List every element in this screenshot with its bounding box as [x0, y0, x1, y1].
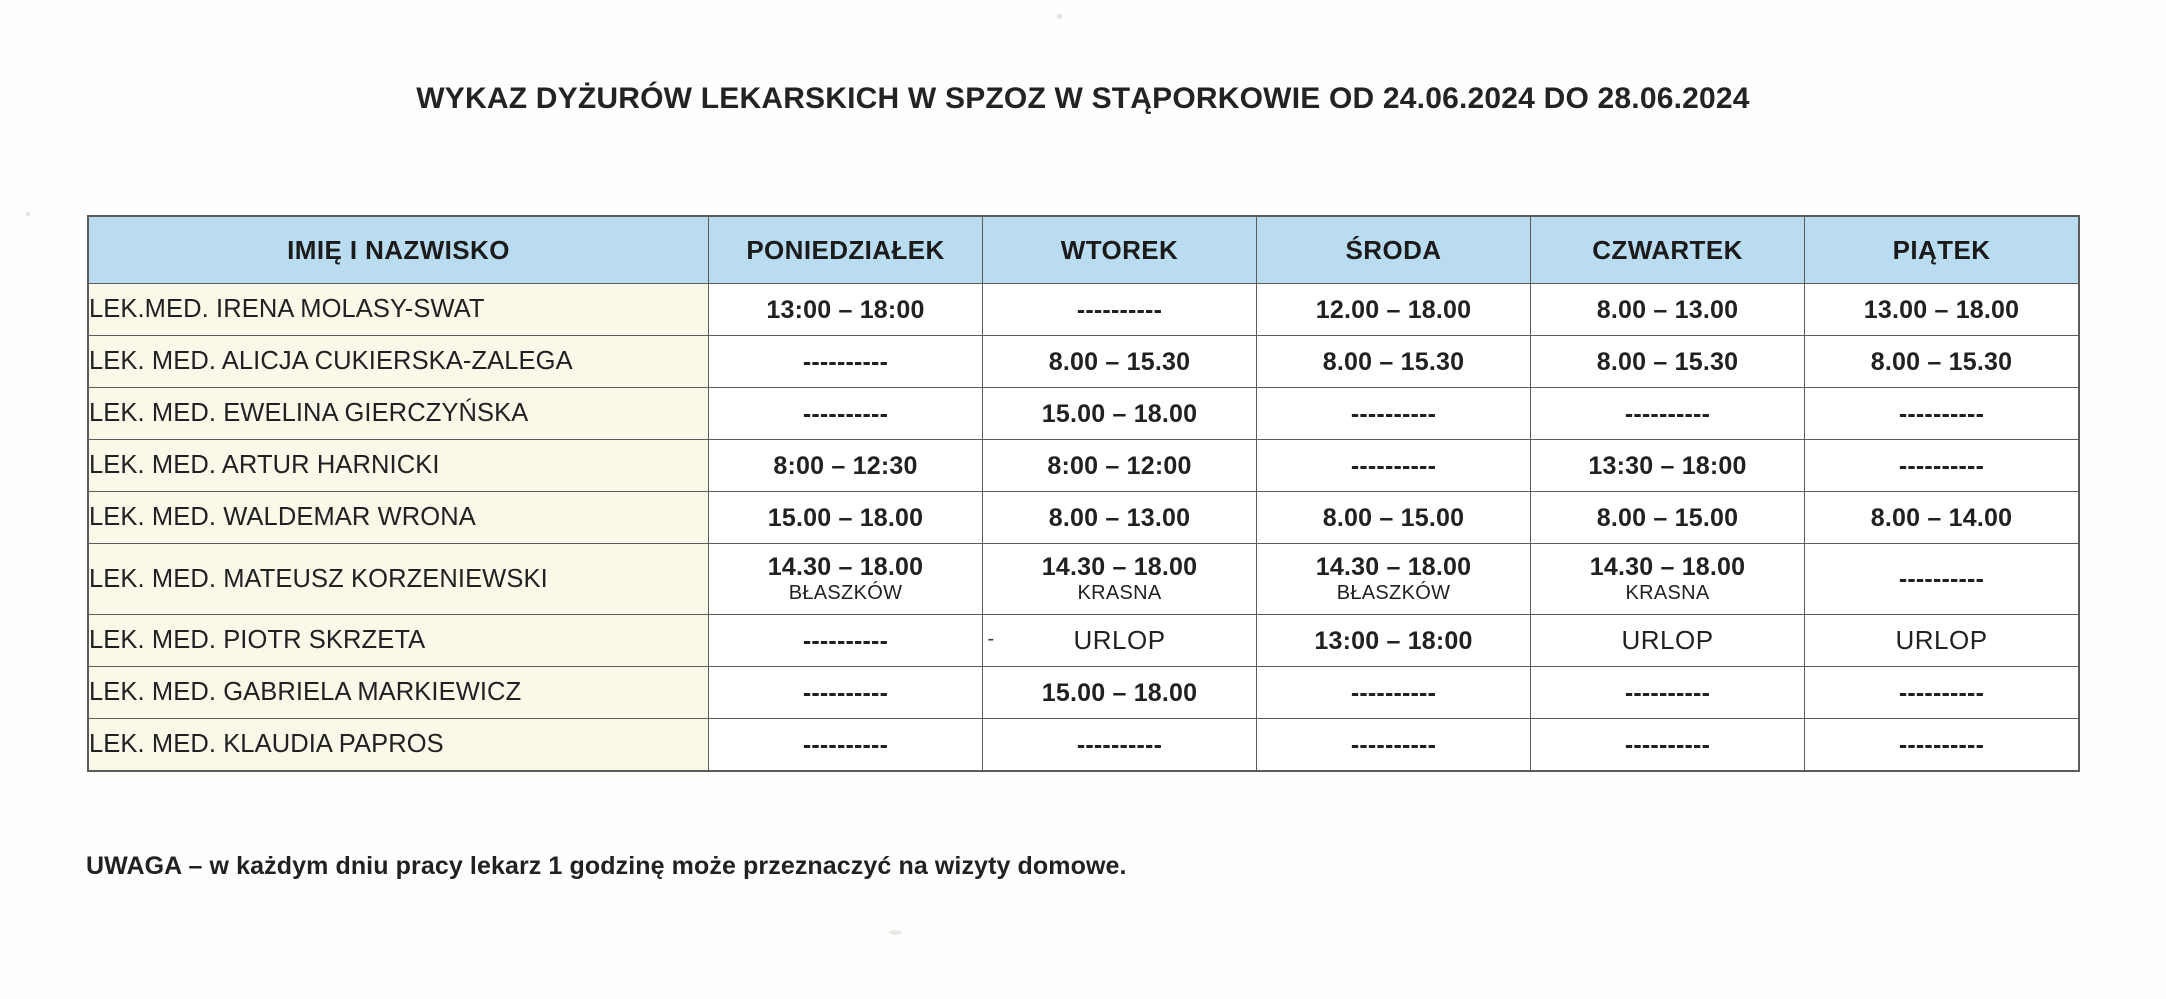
shift-thursday: ----------: [1531, 719, 1805, 771]
doctor-name: LEK. MED. ARTUR HARNICKI: [89, 440, 709, 492]
page-title: WYKAZ DYŻURÓW LEKARSKICH W SPZOZ W STĄPORKOWIE OD 24.06.2024 DO 28.06.2024: [416, 82, 1750, 115]
shift-wednesday: 12.00 – 18.00: [1257, 284, 1531, 336]
shift-friday: ----------: [1805, 440, 2079, 492]
shift-thursday: [1531, 615, 1805, 667]
table-row: [89, 544, 2079, 615]
duty-schedule-table: [88, 216, 2079, 771]
doctor-name: LEK. MED. ALICJA CUKIERSKA-ZALEGA: [89, 336, 709, 388]
shift-wednesday: ----------: [1257, 667, 1531, 719]
shift-friday: ----------: [1805, 667, 2079, 719]
shift-time: 14.30 – 18.00: [1315, 553, 1472, 582]
column-header-name: IMIĘ I NAZWISKO: [89, 217, 709, 284]
shift-monday: ----------: [709, 667, 983, 719]
shift-monday: ----------: [709, 388, 983, 440]
shift-friday: [1805, 615, 2079, 667]
shift-time: 14.30 – 18.00: [1589, 553, 1746, 582]
shift-thursday: [1531, 544, 1805, 615]
shift-monday: ----------: [709, 336, 983, 388]
shift-thursday: 13:30 – 18:00: [1531, 440, 1805, 492]
shift-tuesday: ----------: [983, 284, 1257, 336]
shift-tuesday: 8:00 – 12:00: [983, 440, 1257, 492]
shift-monday: ----------: [709, 719, 983, 771]
shift-friday: ----------: [1805, 544, 2079, 615]
shift-friday: 13.00 – 18.00: [1805, 284, 2079, 336]
shift-wednesday: ----------: [1257, 388, 1531, 440]
shift-tuesday: 8.00 – 15.30: [983, 336, 1257, 388]
shift-status: URLOP: [1621, 624, 1714, 655]
shift-time: 14.30 – 18.00: [1041, 553, 1198, 582]
footer-note: UWAGA – w każdym dniu pracy lekarz 1 godzinę może przeznaczyć na wizyty domowe.: [86, 852, 1127, 880]
scan-speck: [889, 930, 902, 935]
shift-thursday: ----------: [1531, 388, 1805, 440]
table-row: [89, 388, 2079, 440]
shift-tuesday: 15.00 – 18.00: [983, 388, 1257, 440]
shift-monday: 8:00 – 12:30: [709, 440, 983, 492]
doctor-name: LEK. MED. GABRIELA MARKIEWICZ: [89, 667, 709, 719]
shift-thursday: 8.00 – 13.00: [1531, 284, 1805, 336]
shift-monday: 15.00 – 18.00: [709, 492, 983, 544]
table-row: [89, 492, 2079, 544]
shift-wednesday: 8.00 – 15.30: [1257, 336, 1531, 388]
shift-location: BŁASZKÓW: [1336, 582, 1451, 605]
shift-thursday: 8.00 – 15.30: [1531, 336, 1805, 388]
shift-wednesday: 8.00 – 15.00: [1257, 492, 1531, 544]
shift-tuesday: 15.00 – 18.00: [983, 667, 1257, 719]
shift-monday: [709, 544, 983, 615]
shift-thursday: 8.00 – 15.00: [1531, 492, 1805, 544]
table-row: [89, 615, 2079, 667]
shift-thursday: ----------: [1531, 667, 1805, 719]
doctor-name: LEK. MED. WALDEMAR WRONA: [89, 492, 709, 544]
shift-friday: 8.00 – 14.00: [1805, 492, 2079, 544]
shift-tuesday: ----------: [983, 719, 1257, 771]
shift-friday: ----------: [1805, 388, 2079, 440]
shift-location: KRASNA: [1625, 582, 1710, 605]
shift-monday: 13:00 – 18:00: [709, 284, 983, 336]
column-header-thursday: CZWARTEK: [1531, 217, 1805, 284]
table-row: [89, 719, 2079, 771]
table-header: [89, 217, 2079, 284]
shift-wednesday: ----------: [1257, 440, 1531, 492]
scan-speck: [26, 212, 30, 216]
shift-wednesday: ----------: [1257, 719, 1531, 771]
table-row: [89, 440, 2079, 492]
table-row: [89, 336, 2079, 388]
shift-friday: 8.00 – 15.30: [1805, 336, 2079, 388]
shift-status: URLOP: [1895, 624, 1988, 655]
schedule-table-container: [88, 216, 2078, 771]
table-row: [89, 667, 2079, 719]
shift-tuesday: [983, 615, 1257, 667]
column-header-monday: PONIEDZIAŁEK: [709, 217, 983, 284]
table-row: [89, 284, 2079, 336]
shift-location: BŁASZKÓW: [788, 582, 903, 605]
table-body: [89, 284, 2079, 771]
stray-dash-mark: -: [987, 627, 995, 650]
shift-tuesday: [983, 544, 1257, 615]
doctor-name: LEK. MED. EWELINA GIERCZYŃSKA: [89, 388, 709, 440]
doctor-name: LEK. MED. PIOTR SKRZETA: [89, 615, 709, 667]
header-row: [89, 217, 2079, 284]
scan-speck: [1057, 14, 1062, 19]
shift-wednesday: [1257, 544, 1531, 615]
shift-wednesday: 13:00 – 18:00: [1257, 615, 1531, 667]
shift-status: URLOP: [1073, 624, 1166, 655]
doctor-name: LEK. MED. KLAUDIA PAPROS: [89, 719, 709, 771]
column-header-tuesday: WTOREK: [983, 217, 1257, 284]
shift-friday: ----------: [1805, 719, 2079, 771]
doctor-name: LEK. MED. MATEUSZ KORZENIEWSKI: [89, 544, 709, 615]
shift-time: 14.30 – 18.00: [767, 553, 924, 582]
shift-location: KRASNA: [1077, 582, 1162, 605]
shift-tuesday: 8.00 – 13.00: [983, 492, 1257, 544]
column-header-friday: PIĄTEK: [1805, 217, 2079, 284]
doctor-name: LEK.MED. IRENA MOLASY-SWAT: [89, 284, 709, 336]
shift-monday: ----------: [709, 615, 983, 667]
column-header-wednesday: ŚRODA: [1257, 217, 1531, 284]
